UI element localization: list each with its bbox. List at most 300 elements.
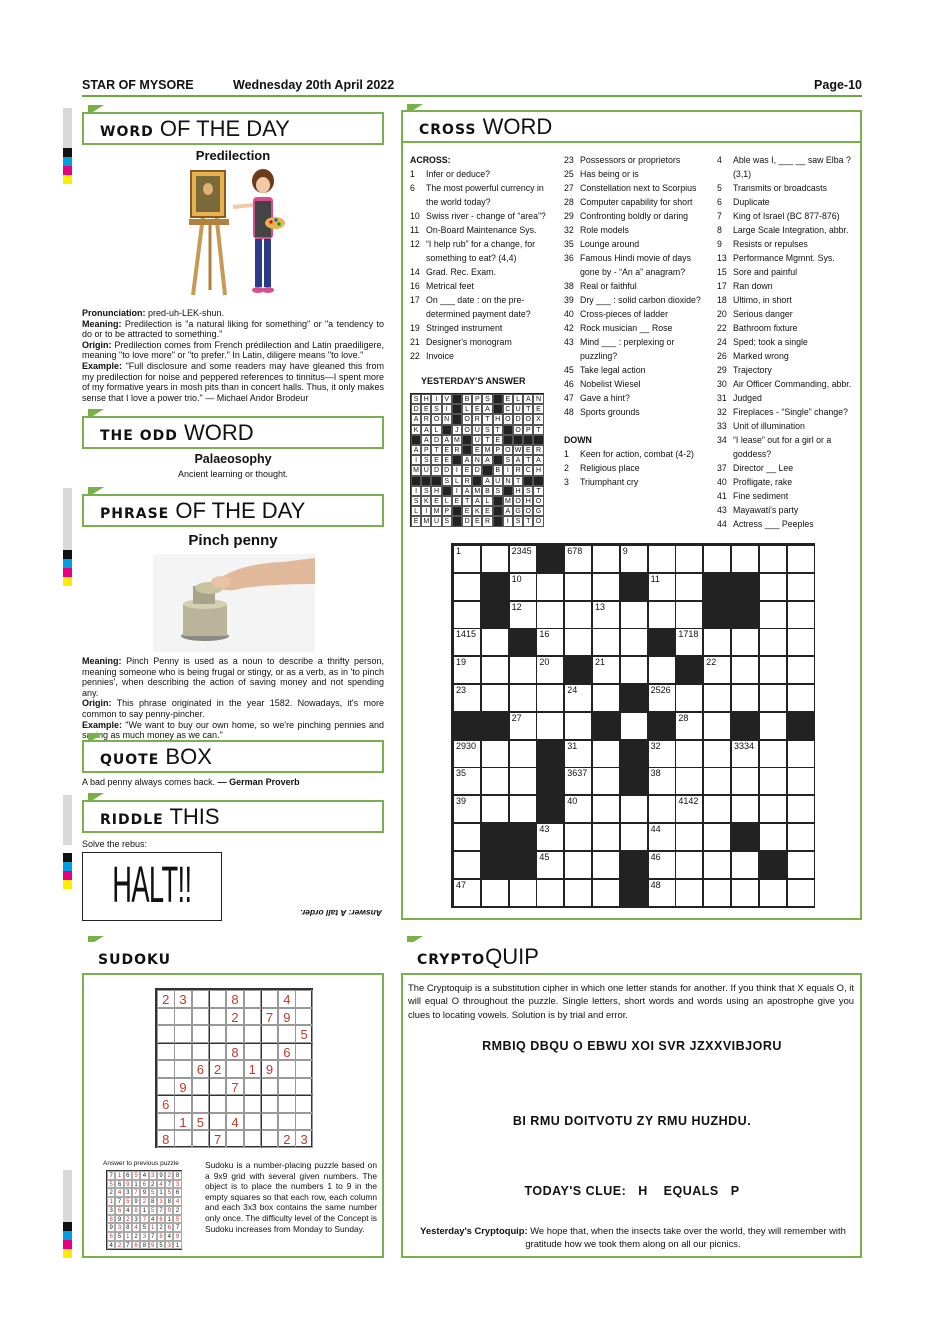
answer-cell: H bbox=[421, 394, 431, 404]
sudoku-cell[interactable] bbox=[209, 1008, 227, 1026]
answer-cell: O bbox=[533, 496, 543, 506]
answer-cell: N bbox=[442, 414, 452, 424]
crossword-cell[interactable] bbox=[481, 879, 509, 907]
clue-item: 44 Actress ___ Peeples bbox=[717, 519, 814, 529]
crossword-cell[interactable] bbox=[481, 767, 509, 795]
crossword-cell[interactable] bbox=[592, 767, 620, 795]
crossword-cell[interactable]: 23 bbox=[453, 684, 481, 712]
previous-sudoku-cell: 6 bbox=[173, 1188, 181, 1197]
previous-sudoku-cell: 7 bbox=[149, 1232, 157, 1241]
sudoku-cell[interactable] bbox=[278, 1095, 296, 1113]
answer-cell: L bbox=[513, 394, 523, 404]
crossword-cell[interactable] bbox=[648, 545, 676, 573]
crossword-cell[interactable] bbox=[536, 601, 564, 629]
sudoku-cell[interactable] bbox=[261, 1025, 279, 1043]
quote-box-title: QUOTE BOX bbox=[82, 740, 384, 773]
sudoku-cell: 7 bbox=[209, 1130, 227, 1148]
answer-cell: U bbox=[493, 476, 503, 486]
answer-cell: A bbox=[533, 455, 543, 465]
sudoku-cell[interactable] bbox=[295, 1008, 313, 1026]
crossword-cell[interactable] bbox=[648, 601, 676, 629]
crossword-cell[interactable] bbox=[759, 712, 787, 740]
crossword-cell[interactable]: 35 bbox=[453, 767, 481, 795]
across-col2: 23 Possessors or proprietors 25 Has being or is 27 Constellation next to Scorpius 28 Computer capability for short 29 Confronting boldly or daring 32 Role models 35 Lounge around 36 Famous Hindi movie of days gone by - “An a” anagram? 38 Real or faithful 39 Dry ___ : solid carbon dioxide? 40 Cross-pieces of ladder 42 Rock musician __ Rose 43 Mind ___ : perplexing or puzzling? 45 Take legal action 46 Nobelist Wiesel 47 Gave a hint? 48 Sports grounds DOWN 1 Keen for action, combat (4-2) 2 Religious place 3 Triumphant cry bbox=[564, 153, 709, 489]
sudoku-cell[interactable] bbox=[295, 1113, 313, 1131]
answer-cell: E bbox=[442, 455, 452, 465]
sudoku-cell[interactable] bbox=[192, 1095, 210, 1113]
crossword-cell[interactable] bbox=[592, 545, 620, 573]
crossword-cell[interactable] bbox=[787, 656, 815, 684]
crossword-cell[interactable] bbox=[787, 684, 815, 712]
crossword-cell[interactable]: 21 bbox=[592, 656, 620, 684]
crossword-cell[interactable] bbox=[731, 684, 759, 712]
answer-cell bbox=[452, 404, 462, 414]
previous-sudoku-cell: 8 bbox=[107, 1215, 115, 1224]
sudoku-cell[interactable] bbox=[244, 1113, 262, 1131]
crossword-cell[interactable] bbox=[564, 851, 592, 879]
crossword-cell[interactable] bbox=[731, 879, 759, 907]
previous-sudoku-cell: 9 bbox=[124, 1180, 132, 1189]
crossword-cell[interactable] bbox=[731, 795, 759, 823]
sudoku-cell[interactable] bbox=[226, 1060, 244, 1078]
crossword-cell[interactable] bbox=[787, 601, 815, 629]
crossword-cell[interactable] bbox=[759, 573, 787, 601]
sudoku-cell[interactable] bbox=[209, 1095, 227, 1113]
answer-cell: E bbox=[431, 496, 441, 506]
answer-cell: M bbox=[452, 435, 462, 445]
crossword-cell[interactable] bbox=[481, 545, 509, 573]
sudoku-cell[interactable] bbox=[192, 1130, 210, 1148]
clue-item: 19 Stringed instrument bbox=[410, 323, 503, 333]
answer-cell: L bbox=[462, 404, 472, 414]
sudoku-cell[interactable] bbox=[174, 1008, 192, 1026]
crossword-cell[interactable] bbox=[648, 656, 676, 684]
crossword-cell[interactable] bbox=[592, 628, 620, 656]
answer-cell: L bbox=[452, 476, 462, 486]
sudoku-cell[interactable] bbox=[192, 1025, 210, 1043]
crossword-cell[interactable] bbox=[675, 684, 703, 712]
previous-sudoku-cell: 7 bbox=[107, 1171, 115, 1180]
crossword-cell[interactable] bbox=[648, 795, 676, 823]
answer-cell: A bbox=[513, 455, 523, 465]
crossword-cell[interactable] bbox=[787, 628, 815, 656]
clue-item: 35 Lounge around bbox=[564, 239, 640, 249]
sudoku-cell[interactable] bbox=[295, 1095, 313, 1113]
crossword-cell[interactable] bbox=[564, 712, 592, 740]
crossword-cell[interactable] bbox=[703, 628, 731, 656]
crossword-cell[interactable]: 43 bbox=[536, 823, 564, 851]
crossword-cell[interactable] bbox=[675, 851, 703, 879]
crossword-cell[interactable] bbox=[759, 545, 787, 573]
page-header bbox=[82, 78, 862, 96]
clue-item: 33 Unit of illumination bbox=[717, 421, 805, 431]
clue-item: 47 Gave a hint? bbox=[564, 393, 630, 403]
sudoku-cell[interactable] bbox=[157, 1043, 175, 1061]
crossword-cell[interactable] bbox=[481, 684, 509, 712]
side-bar bbox=[63, 108, 72, 148]
sudoku-cell[interactable] bbox=[157, 1113, 175, 1131]
crossword-cell[interactable] bbox=[592, 795, 620, 823]
answer-cell: S bbox=[431, 404, 441, 414]
sudoku-cell[interactable] bbox=[278, 1025, 296, 1043]
sudoku-cell[interactable] bbox=[278, 1078, 296, 1096]
sudoku-cell[interactable] bbox=[295, 1078, 313, 1096]
crossword-cell[interactable] bbox=[787, 795, 815, 823]
answer-cell bbox=[493, 394, 503, 404]
answer-cell: I bbox=[421, 506, 431, 516]
crossword-cell[interactable]: 24 bbox=[564, 684, 592, 712]
sudoku-cell[interactable] bbox=[209, 1043, 227, 1061]
sudoku-cell[interactable] bbox=[192, 990, 210, 1008]
crossword-cell[interactable] bbox=[536, 684, 564, 712]
crossword-cell[interactable] bbox=[731, 656, 759, 684]
sudoku-cell[interactable] bbox=[278, 1113, 296, 1131]
crossword-cell[interactable]: 1718 bbox=[675, 628, 703, 656]
crossword-cell[interactable]: 32 bbox=[648, 740, 676, 768]
crossword-cell[interactable] bbox=[592, 851, 620, 879]
crossword-cell[interactable]: 28 bbox=[675, 712, 703, 740]
answer-cell: L bbox=[482, 496, 492, 506]
crossword-cell[interactable] bbox=[453, 823, 481, 851]
answer-cell bbox=[523, 435, 533, 445]
answer-cell: L bbox=[411, 506, 421, 516]
sudoku-cell: 6 bbox=[192, 1060, 210, 1078]
sudoku-cell[interactable] bbox=[174, 1025, 192, 1043]
crossword-cell[interactable] bbox=[787, 851, 815, 879]
previous-sudoku-cell: 5 bbox=[149, 1188, 157, 1197]
answer-cell: A bbox=[421, 425, 431, 435]
crossword-cell[interactable]: 19 bbox=[453, 656, 481, 684]
crossword-cell[interactable] bbox=[564, 628, 592, 656]
sudoku-cell[interactable] bbox=[157, 1008, 175, 1026]
answer-cell: U bbox=[513, 404, 523, 414]
sudoku-cell[interactable] bbox=[261, 1043, 279, 1061]
previous-sudoku-cell: 9 bbox=[107, 1223, 115, 1232]
quote-text: A bad penny always comes back. — German Proverb bbox=[82, 777, 300, 787]
sudoku-cell[interactable] bbox=[278, 1060, 296, 1078]
sudoku-cell: 4 bbox=[278, 990, 296, 1008]
crossword-cell bbox=[481, 573, 509, 601]
crossword-cell[interactable]: 45 bbox=[536, 851, 564, 879]
crossword-cell[interactable]: 2930 bbox=[453, 740, 481, 768]
sudoku-cell[interactable] bbox=[192, 1008, 210, 1026]
crossword-cell[interactable]: 22 bbox=[703, 656, 731, 684]
crossword-cell[interactable]: 678 bbox=[564, 545, 592, 573]
sudoku-cell[interactable] bbox=[244, 1130, 262, 1148]
clue-item: 39 Dry ___ : solid carbon dioxide? bbox=[564, 295, 701, 305]
clue-item: 29 Confronting boldly or daring bbox=[564, 211, 689, 221]
sudoku-cell[interactable] bbox=[295, 1043, 313, 1061]
crossword-cell[interactable]: 11 bbox=[648, 573, 676, 601]
crossword-cell[interactable] bbox=[564, 573, 592, 601]
crossword-cell[interactable] bbox=[759, 740, 787, 768]
crossword-cell[interactable] bbox=[703, 879, 731, 907]
clue-item: 43 Mind ___ : perplexing or puzzling? bbox=[564, 337, 675, 361]
answer-cell: I bbox=[411, 486, 421, 496]
sudoku-cell[interactable] bbox=[226, 1025, 244, 1043]
previous-sudoku-cell: 3 bbox=[165, 1241, 173, 1250]
crossword-cell[interactable] bbox=[620, 823, 648, 851]
crossword-cell[interactable]: 9 bbox=[620, 545, 648, 573]
answer-cell bbox=[462, 445, 472, 455]
crossword-cell[interactable] bbox=[509, 795, 537, 823]
clue-item: 45 Take legal action bbox=[564, 365, 646, 375]
crossword-cell[interactable]: 3637 bbox=[564, 767, 592, 795]
sudoku-cell: 7 bbox=[261, 1008, 279, 1026]
crossword-cell[interactable] bbox=[675, 767, 703, 795]
crossword-cell[interactable] bbox=[703, 712, 731, 740]
previous-sudoku-cell: 4 bbox=[140, 1171, 148, 1180]
sudoku-cell[interactable] bbox=[244, 1043, 262, 1061]
crossword-cell[interactable]: 12 bbox=[509, 601, 537, 629]
sudoku-description: Sudoku is a number-placing puzzle based on a 9x9 grid with several given numbers. The object is to place the numbers 1 to 9 in the empty squares so that each row, each column and each 3x3 box contains the same number only once. The difficulty level of the Concept is Sudoku increases from Monday to Sunday. bbox=[205, 1160, 377, 1234]
clue-item: 46 Nobelist Wiesel bbox=[564, 379, 641, 389]
answer-cell: U bbox=[431, 516, 441, 526]
crossword-cell[interactable] bbox=[620, 628, 648, 656]
crossword-cell[interactable]: 4142 bbox=[675, 795, 703, 823]
crossword-cell[interactable]: 2526 bbox=[648, 684, 676, 712]
crossword-cell[interactable] bbox=[675, 823, 703, 851]
crossword-cell[interactable]: 40 bbox=[564, 795, 592, 823]
sudoku-cell[interactable] bbox=[157, 1078, 175, 1096]
sudoku-cell[interactable] bbox=[295, 990, 313, 1008]
answer-cell: T bbox=[523, 404, 533, 414]
rebus-text: HALT!! bbox=[112, 857, 192, 914]
sudoku-cell[interactable] bbox=[261, 1130, 279, 1148]
sudoku-cell[interactable] bbox=[209, 1025, 227, 1043]
sudoku-cell[interactable] bbox=[244, 1008, 262, 1026]
crossword-cell[interactable] bbox=[564, 601, 592, 629]
clue-item: 17 Ran down bbox=[717, 281, 773, 291]
sudoku-cell[interactable] bbox=[209, 1113, 227, 1131]
crossword-cell[interactable]: 10 bbox=[509, 573, 537, 601]
crossword-cell[interactable] bbox=[675, 879, 703, 907]
crossword-cell[interactable] bbox=[787, 740, 815, 768]
cryptoquip-title: CRYPTOQUIP bbox=[401, 942, 862, 975]
answer-cell: S bbox=[523, 486, 533, 496]
down-col3 bbox=[717, 153, 859, 531]
crossword-cell bbox=[787, 712, 815, 740]
sudoku-cell[interactable] bbox=[261, 1113, 279, 1131]
crossword-cell[interactable] bbox=[759, 879, 787, 907]
crossword-cell[interactable] bbox=[675, 740, 703, 768]
crossword-cell[interactable]: 1 bbox=[453, 545, 481, 573]
previous-sudoku-cell: 1 bbox=[140, 1206, 148, 1215]
crossword-cell[interactable] bbox=[481, 656, 509, 684]
crossword-cell[interactable]: 47 bbox=[453, 879, 481, 907]
previous-sudoku-cell: 2 bbox=[157, 1223, 165, 1232]
previous-answer-label: Answer to previous puzzle bbox=[103, 1160, 179, 1167]
crossword-cell[interactable] bbox=[787, 545, 815, 573]
crossword-cell[interactable] bbox=[592, 823, 620, 851]
sudoku-cell[interactable] bbox=[244, 1078, 262, 1096]
crossword-cell[interactable]: 31 bbox=[564, 740, 592, 768]
sudoku-cell: 5 bbox=[295, 1025, 313, 1043]
sudoku-cell[interactable] bbox=[174, 1130, 192, 1148]
sudoku-cell[interactable] bbox=[209, 1078, 227, 1096]
crossword-cell[interactable]: 3334 bbox=[731, 740, 759, 768]
crossword-cell[interactable] bbox=[787, 573, 815, 601]
answer-cell: T bbox=[431, 445, 441, 455]
crossword-cell[interactable] bbox=[481, 628, 509, 656]
crossword-cell[interactable] bbox=[731, 545, 759, 573]
crossword-cell[interactable]: 13 bbox=[592, 601, 620, 629]
crossword-cell[interactable] bbox=[703, 545, 731, 573]
sudoku-cell: 8 bbox=[226, 990, 244, 1008]
crossword-cell[interactable]: 2345 bbox=[509, 545, 537, 573]
crossword-cell[interactable] bbox=[759, 656, 787, 684]
crossword-cell bbox=[648, 712, 676, 740]
previous-sudoku-cell: 2 bbox=[140, 1197, 148, 1206]
sudoku-cell[interactable] bbox=[261, 1095, 279, 1113]
sudoku-cell: 6 bbox=[157, 1095, 175, 1113]
crossword-cell[interactable] bbox=[481, 740, 509, 768]
crossword-cell[interactable] bbox=[759, 795, 787, 823]
sudoku-cell[interactable] bbox=[295, 1060, 313, 1078]
crossword-cell[interactable] bbox=[592, 573, 620, 601]
clue-item: 38 Real or faithful bbox=[564, 281, 637, 291]
crossword-cell[interactable] bbox=[509, 767, 537, 795]
crossword-cell[interactable]: 38 bbox=[648, 767, 676, 795]
crossword-cell[interactable] bbox=[509, 879, 537, 907]
crossword-cell[interactable] bbox=[481, 795, 509, 823]
crossword-cell[interactable] bbox=[536, 879, 564, 907]
sudoku-cell[interactable] bbox=[244, 990, 262, 1008]
sudoku-cell[interactable] bbox=[157, 1060, 175, 1078]
previous-sudoku-cell: 6 bbox=[157, 1215, 165, 1224]
odd-word-meaning: Ancient learning or thought. bbox=[177, 469, 289, 479]
crossword-cell[interactable] bbox=[703, 851, 731, 879]
crossword-cell[interactable] bbox=[703, 823, 731, 851]
previous-sudoku-cell: 8 bbox=[132, 1206, 140, 1215]
crossword-cell[interactable] bbox=[592, 740, 620, 768]
crossword-cell bbox=[592, 712, 620, 740]
answer-cell: K bbox=[411, 425, 421, 435]
sudoku-grid[interactable] bbox=[155, 988, 313, 1148]
previous-sudoku-cell: 1 bbox=[173, 1241, 181, 1250]
crossword-cell[interactable] bbox=[620, 656, 648, 684]
answer-cell: M bbox=[482, 445, 492, 455]
crossword-cell[interactable] bbox=[453, 851, 481, 879]
previous-sudoku-cell: 5 bbox=[157, 1241, 165, 1250]
crossword-cell[interactable] bbox=[787, 823, 815, 851]
crossword-cell[interactable] bbox=[509, 684, 537, 712]
crossword-cell[interactable]: 27 bbox=[509, 712, 537, 740]
phrase-of-day-phrase: Pinch penny bbox=[188, 532, 278, 549]
previous-sudoku-cell: 1 bbox=[165, 1215, 173, 1224]
crossword-cell[interactable]: 39 bbox=[453, 795, 481, 823]
crossword-cell[interactable] bbox=[675, 545, 703, 573]
crossword-cell[interactable] bbox=[564, 823, 592, 851]
crossword-cell[interactable]: 44 bbox=[648, 823, 676, 851]
sudoku-cell[interactable] bbox=[174, 1043, 192, 1061]
answer-cell: O bbox=[513, 425, 523, 435]
previous-sudoku-cell: 7 bbox=[157, 1206, 165, 1215]
crossword-cell[interactable] bbox=[703, 740, 731, 768]
crossword-cell[interactable] bbox=[759, 601, 787, 629]
crossword-cell[interactable] bbox=[787, 879, 815, 907]
answer-cell: S bbox=[503, 455, 513, 465]
header-rule bbox=[82, 95, 862, 97]
crossword-cell[interactable] bbox=[731, 628, 759, 656]
sudoku-cell[interactable] bbox=[261, 1078, 279, 1096]
crossword-cell[interactable] bbox=[592, 879, 620, 907]
crossword-cell[interactable] bbox=[509, 656, 537, 684]
crossword-grid[interactable] bbox=[451, 543, 815, 908]
sudoku-cell[interactable] bbox=[192, 1043, 210, 1061]
phrase-of-day-title: PHRASE OF THE DAY bbox=[82, 494, 384, 527]
crossword-cell[interactable] bbox=[592, 684, 620, 712]
previous-sudoku-cell: 7 bbox=[173, 1223, 181, 1232]
crossword-cell[interactable] bbox=[703, 795, 731, 823]
sudoku-cell[interactable] bbox=[226, 1095, 244, 1113]
crossword-cell[interactable] bbox=[675, 573, 703, 601]
sudoku-cell[interactable] bbox=[174, 1060, 192, 1078]
answer-cell: H bbox=[513, 486, 523, 496]
answer-cell: T bbox=[533, 425, 543, 435]
clue-item: 28 Computer capability for short bbox=[564, 197, 693, 207]
crossword-cell[interactable] bbox=[536, 573, 564, 601]
crossword-cell[interactable]: 1415 bbox=[453, 628, 481, 656]
crossword-cell[interactable] bbox=[620, 712, 648, 740]
answer-cell: T bbox=[482, 435, 492, 445]
answer-cell: T bbox=[523, 516, 533, 526]
sudoku-cell[interactable] bbox=[209, 990, 227, 1008]
clue-item: 48 Sports grounds bbox=[564, 407, 640, 417]
clue-item: 31 Judged bbox=[717, 393, 762, 403]
crossword-cell[interactable] bbox=[759, 823, 787, 851]
riddle-prompt: Solve the rebus: bbox=[82, 839, 148, 849]
crossword-cell[interactable] bbox=[759, 628, 787, 656]
sudoku-cell[interactable] bbox=[157, 1025, 175, 1043]
crossword-cell[interactable] bbox=[536, 712, 564, 740]
answer-cell: O bbox=[513, 496, 523, 506]
crossword-cell[interactable] bbox=[620, 795, 648, 823]
sudoku-cell[interactable] bbox=[244, 1095, 262, 1113]
crossword-cell[interactable] bbox=[759, 684, 787, 712]
sudoku-cell: 9 bbox=[174, 1078, 192, 1096]
answer-cell: B bbox=[493, 465, 503, 475]
crossword-cell[interactable] bbox=[759, 767, 787, 795]
sudoku-cell[interactable] bbox=[226, 1130, 244, 1148]
answer-cell: S bbox=[442, 516, 452, 526]
sudoku-cell[interactable] bbox=[174, 1095, 192, 1113]
sudoku-cell[interactable] bbox=[192, 1078, 210, 1096]
crossword-cell[interactable]: 46 bbox=[648, 851, 676, 879]
sudoku-cell[interactable] bbox=[244, 1025, 262, 1043]
crossword-cell[interactable] bbox=[703, 684, 731, 712]
crossword-cell[interactable] bbox=[675, 601, 703, 629]
crossword-cell[interactable] bbox=[731, 767, 759, 795]
sudoku-title: SUDOKU bbox=[82, 942, 384, 975]
crossword-cell[interactable] bbox=[509, 740, 537, 768]
crossword-cell[interactable]: 48 bbox=[648, 879, 676, 907]
answer-cell bbox=[452, 414, 462, 424]
crossword-cell[interactable] bbox=[703, 767, 731, 795]
crossword-cell[interactable]: 16 bbox=[536, 628, 564, 656]
crossword-cell[interactable] bbox=[564, 879, 592, 907]
sudoku-cell[interactable] bbox=[261, 990, 279, 1008]
crossword-cell[interactable] bbox=[787, 767, 815, 795]
crossword-cell[interactable] bbox=[453, 573, 481, 601]
crossword-cell[interactable] bbox=[620, 601, 648, 629]
clue-item: 5 Transmits or broadcasts bbox=[717, 183, 828, 193]
clue-item: 41 Fine sediment bbox=[717, 491, 789, 501]
answer-cell: R bbox=[452, 445, 462, 455]
crossword-cell[interactable]: 20 bbox=[536, 656, 564, 684]
crossword-cell[interactable] bbox=[453, 601, 481, 629]
crossword-cell[interactable] bbox=[731, 851, 759, 879]
